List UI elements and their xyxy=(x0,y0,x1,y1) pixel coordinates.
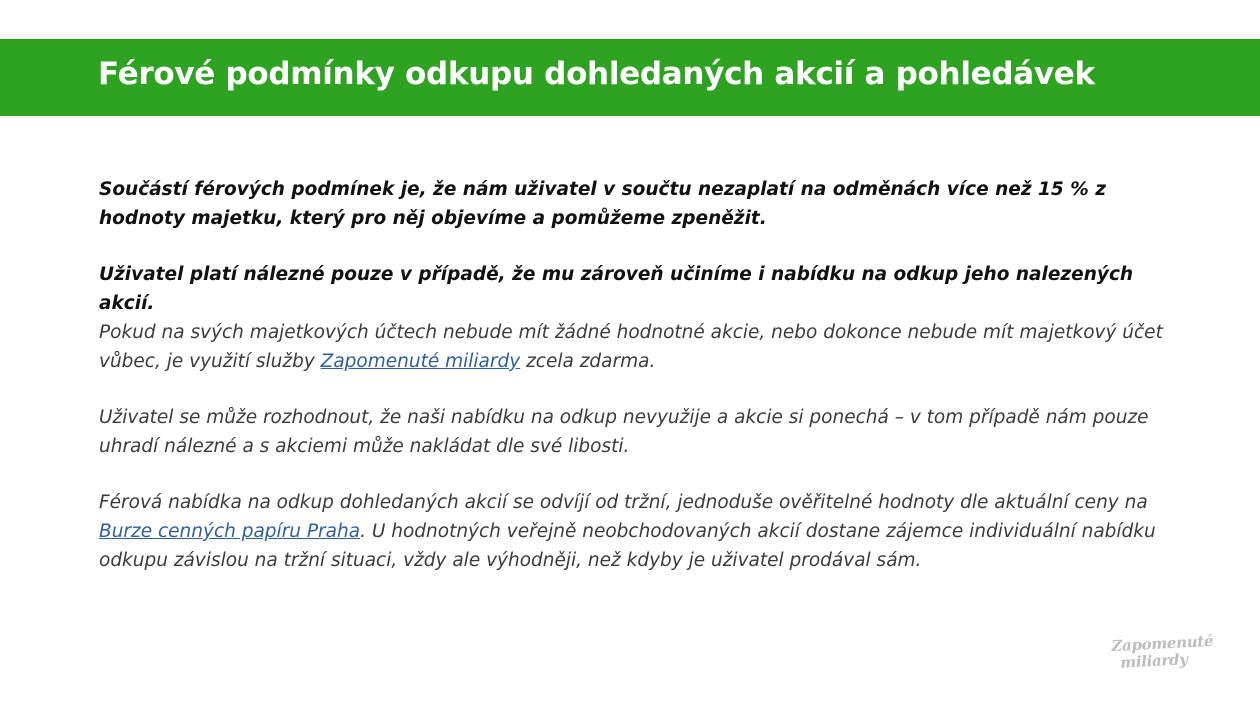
fair-offer-text-start: Férová nabídka na odkup dohledaných akcií se odvíjí od tržní, jednoduše ověřitelné hodnoty dle aktuální ceny na xyxy=(99,492,1148,513)
main-content xyxy=(99,175,1189,602)
paragraph-keep-shares: Uživatel se může rozhodnout, že naši nabídku na odkup nevyužije a akcie si ponechá – v tom případě nám pouze uhradí nálezné a s akciemi může nakládat dle své libosti. xyxy=(99,407,1149,457)
finder-fee-condition: Uživatel platí nálezné pouze v případě, že mu zároveň učiníme i nabídku na odkup jeho nalezených akcií. xyxy=(99,264,1134,314)
brand-logo xyxy=(1111,632,1233,680)
paragraph-fee-cap: Součástí férových podmínek je, že nám uživatel v součtu nezaplatí na odměnách více než 15 % z hodnoty majetku, který pro něj objevíme a pomůžeme zpeněžit. xyxy=(99,179,1106,229)
finder-fee-text-end: zcela zdarma. xyxy=(520,351,656,372)
prague-stock-exchange-link[interactable]: Burze cenných papíru Praha xyxy=(99,521,361,542)
logo-line-1: Zapomenuté xyxy=(1110,631,1214,656)
finder-fee-text-start: Pokud na svých majetkových účtech nebude mít žádné hodnotné akcie, nebo dokonce nebude mít majetkový účet vůbec, je využití služby xyxy=(99,322,1163,372)
paragraph-fair-offer xyxy=(99,488,1189,575)
paragraph-finder-fee xyxy=(99,260,1189,376)
zapomenute-miliardy-link[interactable]: Zapomenuté miliardy xyxy=(320,351,521,372)
fair-offer-text-end: . U hodnotných veřejně neobchodovaných akcií dostane zájemce individuální nabídku odkupu závislou na tržní situaci, vždy ale výhodněji, než kdyby je uživatel prodával sám. xyxy=(99,521,1156,571)
page-title: Férové podmínky odkupu dohledaných akcií a pohledávek xyxy=(98,56,1095,92)
logo-line-2: miliardy xyxy=(1119,650,1189,672)
